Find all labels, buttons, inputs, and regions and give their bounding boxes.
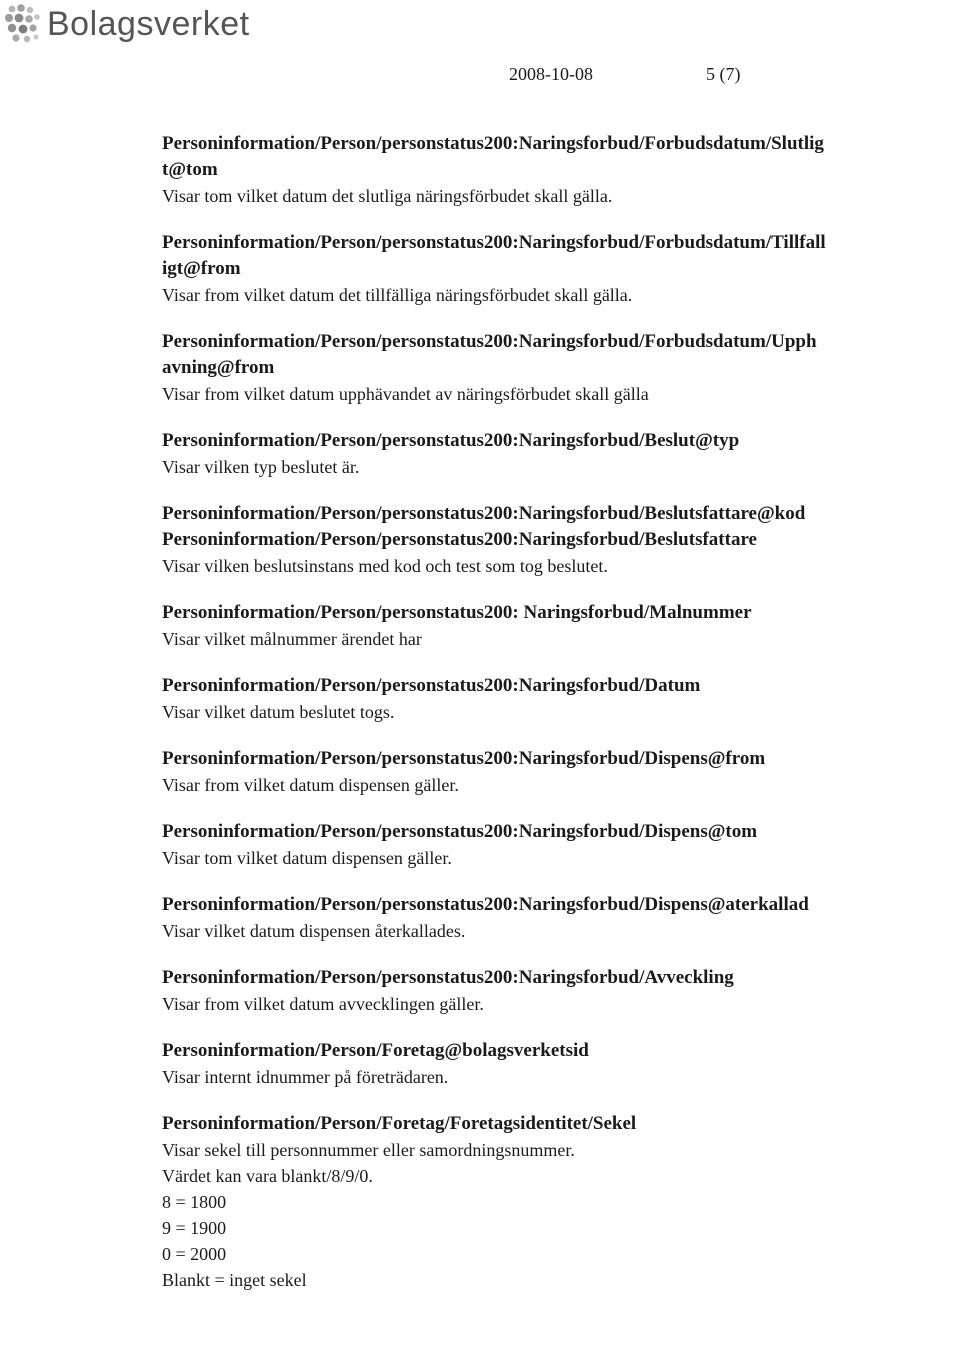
field-path: Personinformation/Person/personstatus200:Naringsforbud/Dispens@from (162, 748, 766, 769)
field-entry (162, 746, 960, 798)
field-description: 0 = 2000 (162, 1244, 227, 1264)
field-path: Personinformation/Person/personstatus200:Naringsforbud/Beslutsfattare (162, 529, 757, 550)
field-entry (162, 892, 960, 944)
field-description: Visar tom vilket datum dispensen gäller. (162, 848, 452, 868)
field-entry (162, 230, 960, 308)
field-descriptions (162, 131, 960, 1314)
field-path: Personinformation/Person/personstatus200:Naringsforbud/Forbudsdatum/Slutlig (162, 133, 824, 154)
field-description: Visar vilket datum dispensen återkallades. (162, 921, 466, 941)
logo-text: Bolagsverket (47, 5, 250, 43)
field-path: Personinformation/Person/personstatus200:Naringsforbud/Avveckling (162, 967, 734, 988)
field-description: Visar from vilket datum avvecklingen gäller. (162, 994, 484, 1014)
logo-mark-icon (4, 3, 42, 45)
field-description: Visar vilket målnummer ärendet har (162, 629, 422, 649)
field-entry (162, 819, 960, 871)
field-description: Visar vilket datum beslutet togs. (162, 702, 395, 722)
field-entry (162, 673, 960, 725)
field-path: avning@from (162, 357, 275, 378)
field-path: Personinformation/Person/Foretag@bolagsverketsid (162, 1040, 589, 1061)
field-description: Visar sekel till personnummer eller samordningsnummer. (162, 1140, 575, 1160)
field-entry (162, 1111, 960, 1293)
field-description: Visar from vilket datum upphävandet av näringsförbudet skall gälla (162, 384, 649, 404)
field-description: Visar from vilket datum det tillfälliga näringsförbudet skall gälla. (162, 285, 633, 305)
field-description: Visar internt idnummer på företrädaren. (162, 1067, 449, 1087)
field-path: igt@from (162, 258, 241, 279)
field-description: 9 = 1900 (162, 1218, 227, 1238)
field-description: Visar vilken beslutsinstans med kod och test som tog beslutet. (162, 556, 608, 576)
field-entry (162, 501, 960, 579)
field-path: Personinformation/Person/personstatus200:Naringsforbud/Beslutsfattare@kod (162, 503, 806, 524)
field-path: Personinformation/Person/personstatus200:Naringsforbud/Beslut@typ (162, 430, 740, 451)
field-entry (162, 965, 960, 1017)
field-entry (162, 131, 960, 209)
field-path: Personinformation/Person/personstatus200:Naringsforbud/Datum (162, 675, 701, 696)
field-description: Visar tom vilket datum det slutliga näringsförbudet skall gälla. (162, 186, 613, 206)
field-entry (162, 428, 960, 480)
bolagsverket-logo (4, 2, 250, 46)
field-path: Personinformation/Person/Foretag/Foretagsidentitet/Sekel (162, 1113, 637, 1134)
field-path: t@tom (162, 159, 218, 180)
page-number: 5 (7) (706, 64, 741, 84)
document-date: 2008-10-08 (509, 64, 593, 84)
field-path: Personinformation/Person/personstatus200:Naringsforbud/Dispens@tom (162, 821, 758, 842)
field-path: Personinformation/Person/personstatus200:Naringsforbud/Forbudsdatum/Upph (162, 331, 817, 352)
field-description: Värdet kan vara blankt/8/9/0. (162, 1166, 373, 1186)
field-description: 8 = 1800 (162, 1192, 227, 1212)
field-path: Personinformation/Person/personstatus200:Naringsforbud/Dispens@aterkallad (162, 894, 809, 915)
field-path: Personinformation/Person/personstatus200:Naringsforbud/Forbudsdatum/Tillfall (162, 232, 826, 253)
field-description: Blankt = inget sekel (162, 1270, 307, 1290)
field-entry (162, 600, 960, 652)
field-description: Visar from vilket datum dispensen gäller. (162, 775, 459, 795)
field-entry (162, 329, 960, 407)
field-description: Visar vilken typ beslutet är. (162, 457, 360, 477)
field-path: Personinformation/Person/personstatus200: Naringsforbud/Malnummer (162, 602, 752, 623)
field-entry (162, 1038, 960, 1090)
